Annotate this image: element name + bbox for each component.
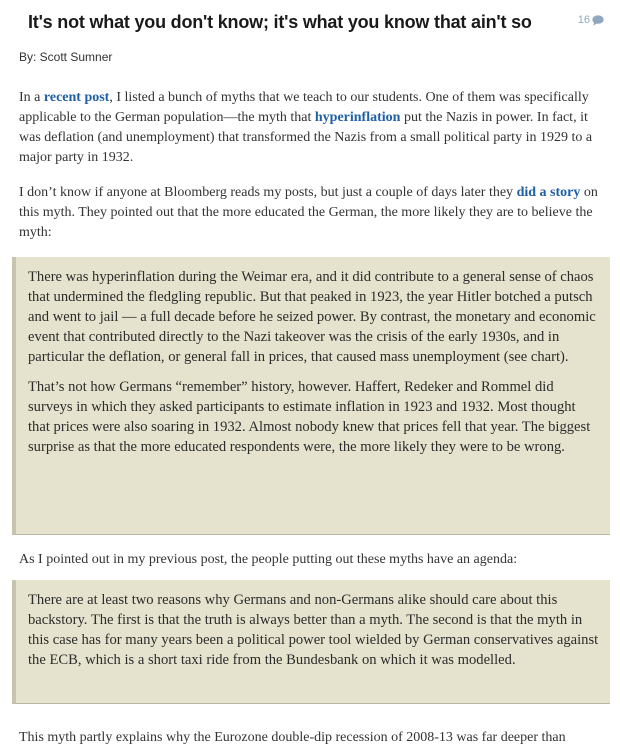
comment-count[interactable]: 16 bbox=[577, 14, 590, 26]
paragraph-text: put the Nazis in power. In fact, it was deflation (and unemployment) that transformed the Nazis from a small political party in 1929 to a major party in 1932. bbox=[19, 110, 593, 165]
quote-paragraph: There are at least two reasons why Germans and non-Germans alike should care about this backstory. The first is that the truth is always better than a myth. The second is that the myth in this case has for many years been a political power tool wielded by German conservatives against the ECB, which is a short taxi ride from the Bundesbank on which it was modelled. bbox=[28, 592, 599, 668]
blockquote-backstory bbox=[12, 580, 610, 704]
paragraph-text: In a bbox=[19, 90, 44, 105]
paragraph-text: on this myth. They pointed out that the more educated the German, the more likely they are to believe the myth: bbox=[19, 185, 598, 240]
paragraph-agenda: As I pointed out in my previous post, the people putting out these myths have an agenda: bbox=[19, 552, 518, 567]
byline: By: Scott Sumner bbox=[19, 50, 113, 64]
quote-paragraph: There was hyperinflation during the Weimar era, and it did contribute to a general sense of chaos that undermined the fledgling republic. But that peaked in 1923, the year Hitler botched a putsch and went to jail — a full decade before he seized power. By contrast, the monetary and economic event that contributed directly to the Nazi takeover was the crisis of the early 1930s, and in particular the deflation, or general fall in prices, that caused mass unemployment (see chart). bbox=[28, 269, 596, 365]
quote-paragraph: That’s not how Germans “remember” history, however. Haffert, Redeker and Rommel did surveys in which they asked participants to estimate inflation in 1923 and 1932. Most thought that prices were also soaring in 1932. Almost nobody knew that prices fell that year. The biggest surprise as that the more educated respondents were, the more likely they were to be wrong. bbox=[28, 379, 591, 455]
paragraph-text: , I listed a bunch of myths that we teach to our students. One of them was specifically applicable to the German population—the myth that bbox=[19, 90, 589, 125]
paragraph-eurozone: This myth partly explains why the Eurozone double-dip recession of 2008-13 was far deeper than bbox=[19, 730, 566, 745]
recent-post-link[interactable]: recent post bbox=[43, 90, 110, 105]
post-title[interactable]: It's not what you don't know; it's what you know that ain't so bbox=[28, 12, 532, 32]
hyperinflation-link[interactable]: hyperinflation bbox=[314, 110, 401, 125]
paragraph-text: I don’t know if anyone at Bloomberg reads my posts, but just a couple of days later they bbox=[19, 185, 517, 200]
paragraph-bloomberg bbox=[19, 183, 611, 243]
did-a-story-link[interactable]: did a story bbox=[516, 185, 581, 200]
paragraph-intro bbox=[19, 88, 611, 168]
blockquote-bloomberg bbox=[12, 257, 610, 535]
comment-bubble-icon[interactable] bbox=[592, 15, 604, 26]
comment-count-link[interactable] bbox=[578, 14, 604, 26]
